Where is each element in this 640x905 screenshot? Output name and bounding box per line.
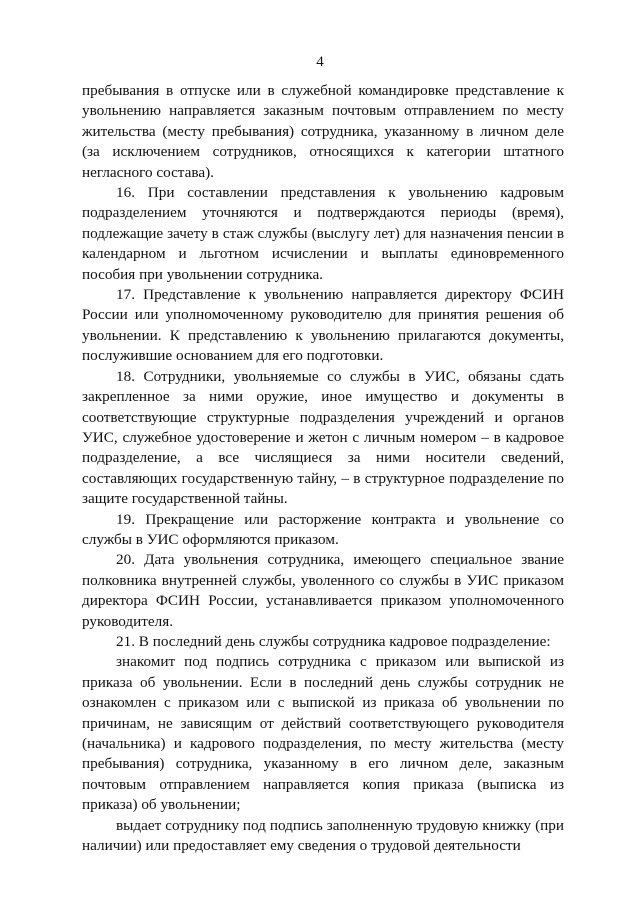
page-number: 4 [316, 54, 324, 70]
paragraph-19: 19. Прекращение или расторжение контракта и увольнение со службы в УИС оформляются приказом. [82, 510, 564, 548]
paragraph-20: 20. Дата увольнения сотрудника, имеющего специальное звание полковника внутренней службы, уволенного со службы в УИС приказом директора ФСИН России, устанавливается приказом уполномоченного руководителя. [82, 551, 564, 630]
paragraph-21-item-2: выдает сотруднику под подпись заполненную трудовую книжку (при наличии) или предоставляет ему сведения о трудовой деятельности [82, 816, 564, 855]
paragraph-21: 21. В последний день службы сотрудника кадровое подразделение: [116, 632, 551, 650]
document-body [82, 81, 564, 856]
paragraph-18: 18. Сотрудники, увольняемые со службы в УИС, обязаны сдать закрепленное за ними оружие, иное имущество и документы в соответствующие структурные подразделения учреждений и органов УИС, служебное удостоверение и жетон с личным номером – в кадровое подразделение, а все числящиеся за ними носители сведений, составляющих государственную тайну, – в структурное подразделение по защите государственной тайны. [82, 367, 564, 508]
paragraph-continuation: пребывания в отпуске или в служебной командировке представление к увольнению направляется заказным почтовым отправлением по месту жительства (месту пребывания) сотрудника, указанному в личном деле (за исключением сотрудников, относящихся к категории штатного негласного состава). [82, 82, 564, 181]
paragraph-21-item-1: знакомит под подпись сотрудника с приказом или выпиской из приказа об увольнении. Если в последний день службы сотрудник не ознакомлен с приказом или с выпиской из приказа об увольнении по причинам, не зависящим от действий соответствующего руководителя (начальника) и кадрового подразделения, по месту жительства (месту пребывания) сотрудника, указанному в его личном деле, заказным почтовым отправлением направляется копия приказа (выписка из приказа) об увольнении; [82, 653, 564, 814]
paragraph-16: 16. При составлении представления к увольнению кадровым подразделением уточняются и подтверждаются периоды (время), подлежащие зачету в стаж службы (выслугу лет) для назначения пенсии в календарном и льготном исчислении и выплаты единовременного пособия при увольнении сотрудника. [82, 184, 564, 283]
paragraph-17: 17. Представление к увольнению направляется директору ФСИН России или уполномоченному руководителю для принятия решения об увольнении. К представлению к увольнению прилагаются документы, послужившие основанием для его подготовки. [82, 286, 564, 365]
